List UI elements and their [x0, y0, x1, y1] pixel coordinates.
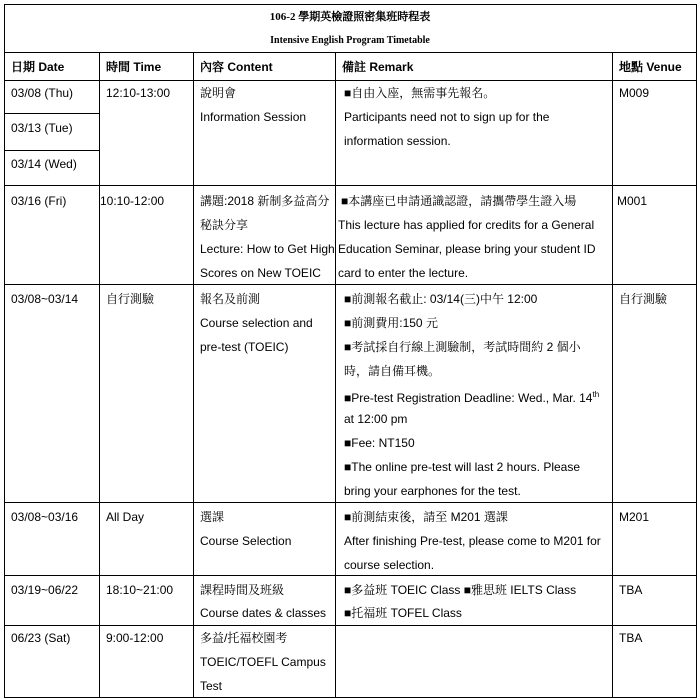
- row4-remark-2: After finishing Pre-test, please come to M201 for: [344, 534, 601, 548]
- rule-row2-bottom: [4, 284, 697, 285]
- row1-time: 12:10-13:00: [106, 86, 171, 100]
- row4-remark-3: course selection.: [344, 558, 435, 572]
- row3-date: 03/08~03/14: [11, 292, 79, 306]
- row1-venue: M009: [619, 86, 650, 100]
- rule-header-bottom: [4, 80, 697, 81]
- row2-remark-3: Education Seminar, please bring your student ID: [338, 242, 596, 256]
- row5-date: 03/19~06/22: [11, 583, 79, 597]
- row3-content-2: Course selection and: [200, 316, 313, 330]
- header-content: 內容 Content: [200, 60, 273, 74]
- row1-content-1: 說明會: [200, 86, 237, 100]
- header-date: 日期 Date: [11, 60, 65, 74]
- row3-remark-2: ■前測費用:150 元: [344, 316, 438, 330]
- row1-remark-3: information session.: [344, 134, 451, 148]
- row1-content-2: Information Session: [200, 110, 307, 124]
- title-zh: 106-2 學期英檢證照密集班時程表: [269, 11, 431, 23]
- row5-content-1: 課程時間及班級: [200, 583, 285, 597]
- row3-remark-5-sup: th: [592, 390, 600, 399]
- header-time: 時間 Time: [106, 60, 162, 74]
- row2-content-3: Lecture: How to Get High: [200, 242, 335, 256]
- row1-remark-1: ■自由入座，無需事先報名。: [344, 86, 496, 100]
- row4-time: All Day: [106, 510, 145, 524]
- row5-time: 18:10~21:00: [106, 583, 174, 597]
- row2-content-2: 秘訣分享: [200, 218, 249, 232]
- row2-remark-1: ■本講座已申請通識認證，請攜帶學生證入場: [341, 194, 577, 208]
- row2-date: 03/16 (Fri): [11, 194, 67, 208]
- col-rule-3: [335, 52, 336, 698]
- row2-remark-2: This lecture has applied for credits for a General: [338, 218, 595, 232]
- row6-content-3: Test: [200, 679, 223, 693]
- col-rule-4: [612, 52, 613, 698]
- row3-remark-7: ■Fee: NT150: [344, 436, 415, 450]
- row3-remark-3: ■考試採自行線上測驗制，考試時間約 2 個小: [344, 340, 581, 354]
- row6-content-1: 多益/托福校園考: [200, 631, 288, 645]
- row2-venue: M001: [617, 194, 648, 208]
- col-rule-1: [99, 52, 100, 698]
- row3-remark-5: [344, 388, 599, 405]
- row5-remark-1: ■多益班 TOEIC Class ■雅思班 IELTS Class: [344, 583, 577, 597]
- row2-time: 10:10-12:00: [100, 194, 165, 208]
- header-remark: 備註 Remark: [342, 60, 414, 74]
- row4-content-2: Course Selection: [200, 534, 292, 548]
- header-venue: 地點 Venue: [619, 60, 682, 74]
- row5-remark-2: ■托福班 TOFEL Class: [344, 606, 462, 620]
- rule-row3-bottom: [4, 502, 697, 503]
- rule-row1-date-split-a: [4, 113, 99, 114]
- row6-time: 9:00-12:00: [106, 631, 164, 645]
- row5-content-2: Course dates & classes: [200, 606, 327, 620]
- row3-content-1: 報名及前測: [200, 292, 261, 306]
- row4-content-1: 選課: [200, 510, 225, 524]
- row3-remark-8: ■The online pre-test will last 2 hours. Please: [344, 460, 581, 474]
- row2-content-1: 講題:2018 新制多益高分: [200, 194, 330, 208]
- row3-content-3: pre-test (TOEIC): [200, 340, 289, 354]
- row1-date-1: 03/08 (Thu): [11, 86, 74, 100]
- row3-remark-1: ■前測報名截止: 03/14(三)中午 12:00: [344, 292, 538, 306]
- row1-date-2: 03/13 (Tue): [11, 121, 73, 135]
- rule-row5-bottom: [4, 625, 697, 626]
- rule-row4-bottom: [4, 575, 697, 576]
- col-rule-2: [193, 52, 194, 698]
- row1-date-3: 03/14 (Wed): [11, 157, 77, 171]
- row6-venue: TBA: [619, 631, 643, 645]
- row3-remark-5-text: ■Pre-test Registration Deadline: Wed., Mar. 14: [344, 391, 593, 405]
- row6-content-2: TOEIC/TOEFL Campus: [200, 655, 326, 669]
- row4-venue: M201: [619, 510, 650, 524]
- row6-date: 06/23 (Sat): [11, 631, 71, 645]
- row5-venue: TBA: [619, 583, 643, 597]
- row3-remark-9: bring your earphones for the test.: [344, 484, 521, 498]
- row4-remark-1: ■前測結束後，請至 M201 選課: [344, 510, 508, 524]
- row3-remark-4: 時，請自備耳機。: [344, 364, 441, 378]
- rule-title-bottom: [4, 52, 697, 53]
- row2-remark-4: card to enter the lecture.: [338, 266, 469, 280]
- row3-remark-6: at 12:00 pm: [344, 412, 408, 426]
- row1-remark-2: Participants need not to sign up for the: [344, 110, 550, 124]
- row2-content-4: Scores on New TOEIC: [200, 266, 321, 280]
- row4-date: 03/08~03/16: [11, 510, 79, 524]
- title-en: Intensive English Program Timetable: [270, 35, 430, 46]
- row3-venue: 自行測驗: [619, 292, 668, 306]
- row3-time: 自行測驗: [106, 292, 155, 306]
- rule-row1-bottom: [4, 185, 697, 186]
- rule-row1-date-split-b: [4, 150, 99, 151]
